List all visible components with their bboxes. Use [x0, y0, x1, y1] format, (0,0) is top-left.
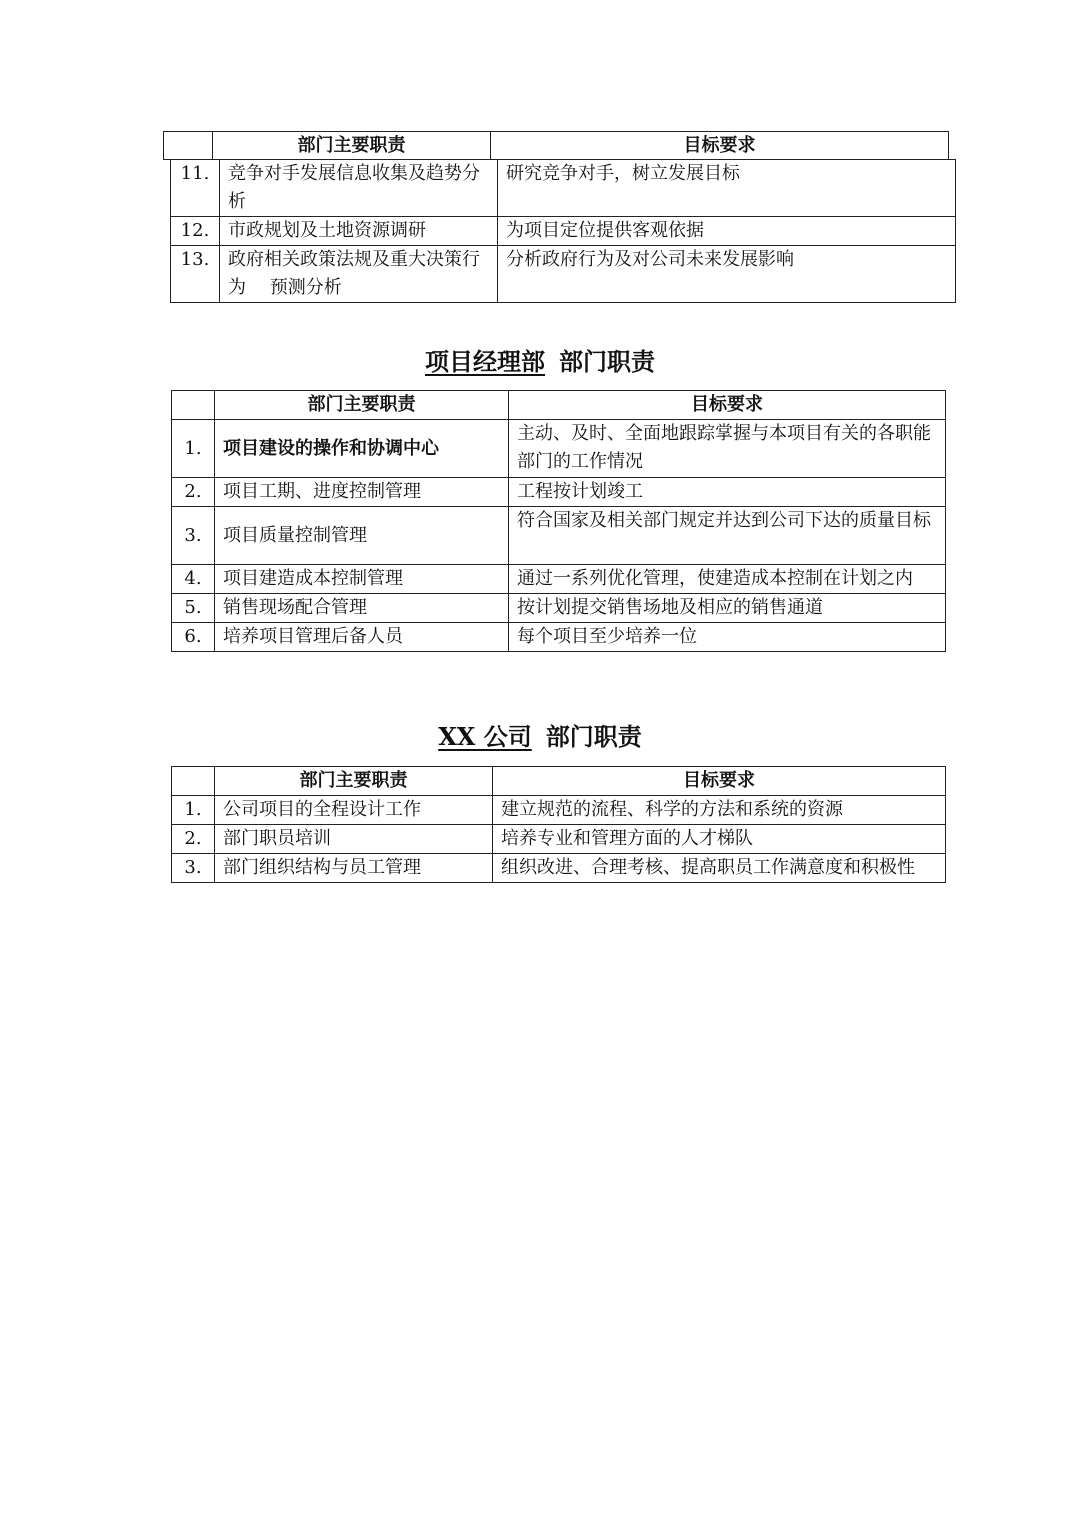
- table-row: [172, 420, 946, 478]
- table2-header-goal: 目标要求: [509, 391, 946, 420]
- row-number: 2.: [172, 825, 215, 854]
- table-row: [172, 623, 946, 652]
- table1-header-goal: 目标要求: [491, 132, 949, 160]
- row-duty: 竞争对手发展信息收集及趋势分析: [220, 160, 498, 217]
- row-goal: 符合国家及相关部门规定并达到公司下达的质量目标: [509, 507, 946, 565]
- table-header-row: [172, 391, 946, 420]
- row-number: 3.: [172, 507, 215, 565]
- row-duty: 项目建造成本控制管理: [215, 565, 509, 594]
- table-row: [172, 565, 946, 594]
- table-header-row: [172, 767, 946, 796]
- table1-header-block: [163, 131, 949, 160]
- row-goal: 建立规范的流程、科学的方法和系统的资源: [493, 796, 946, 825]
- section2-title-rest: 部门职责: [559, 347, 655, 376]
- row-duty: 培养项目管理后备人员: [215, 623, 509, 652]
- row-duty: 部门职员培训: [215, 825, 493, 854]
- row-goal: 通过一系列优化管理，使建造成本控制在计划之内: [509, 565, 946, 594]
- table1-body-block: [170, 159, 956, 303]
- row-number: 1.: [172, 420, 215, 478]
- row-goal: 每个项目至少培养一位: [509, 623, 946, 652]
- table3-header-goal: 目标要求: [493, 767, 946, 796]
- table-row: [172, 854, 946, 883]
- row-goal: 组织改进、合理考核、提高职员工作满意度和积极性: [493, 854, 946, 883]
- table3-header-duty: 部门主要职责: [215, 767, 493, 796]
- row-duty: 市政规划及土地资源调研: [220, 217, 498, 246]
- row-goal: 研究竞争对手，树立发展目标: [498, 160, 956, 217]
- row-number: 11.: [171, 160, 220, 217]
- row-duty: 项目质量控制管理: [215, 507, 509, 565]
- table2-block: [171, 390, 946, 652]
- row-duty: 销售现场配合管理: [215, 594, 509, 623]
- table2-header-duty: 部门主要职责: [215, 391, 509, 420]
- row-number: 12.: [171, 217, 220, 246]
- row-duty: 项目工期、进度控制管理: [215, 478, 509, 507]
- row-goal: 培养专业和管理方面的人才梯队: [493, 825, 946, 854]
- row-duty: 项目建设的操作和协调中心: [215, 420, 509, 478]
- row-duty: 政府相关政策法规及重大决策行为 预测分析: [220, 246, 498, 303]
- table-row: [172, 478, 946, 507]
- table3-header-num: [172, 767, 215, 796]
- row-number: 3.: [172, 854, 215, 883]
- row-number: 2.: [172, 478, 215, 507]
- table1-body: [170, 159, 956, 303]
- section2-title: [0, 345, 1080, 379]
- table2: [171, 390, 946, 652]
- row-goal: 为项目定位提供客观依据: [498, 217, 956, 246]
- row-number: 13.: [171, 246, 220, 303]
- row-goal: 工程按计划竣工: [509, 478, 946, 507]
- row-goal: 分析政府行为及对公司未来发展影响: [498, 246, 956, 303]
- table-row: [172, 594, 946, 623]
- row-goal: 按计划提交销售场地及相应的销售通道: [509, 594, 946, 623]
- table3: [171, 766, 946, 883]
- row-duty: 部门组织结构与员工管理: [215, 854, 493, 883]
- section3-title-rest: 部门职责: [545, 722, 642, 751]
- table1-header-duty: 部门主要职责: [213, 132, 491, 160]
- section3-title-underlined: XX 公司: [438, 722, 532, 751]
- row-number: 1.: [172, 796, 215, 825]
- section3-title: [0, 720, 1080, 754]
- row-number: 5.: [172, 594, 215, 623]
- table3-block: [171, 766, 946, 883]
- row-number: 6.: [172, 623, 215, 652]
- table-row: [171, 160, 956, 217]
- table-row: [171, 246, 956, 303]
- table-row: [172, 796, 946, 825]
- table1-header: [163, 131, 949, 160]
- row-duty: 公司项目的全程设计工作: [215, 796, 493, 825]
- section2-title-underlined: 项目经理部: [425, 347, 545, 376]
- row-goal: 主动、及时、全面地跟踪掌握与本项目有关的各职能部门的工作情况: [509, 420, 946, 478]
- table2-header-num: [172, 391, 215, 420]
- table-row: [171, 217, 956, 246]
- table1-header-num: [164, 132, 213, 160]
- table-row: [172, 507, 946, 565]
- row-number: 4.: [172, 565, 215, 594]
- table-row: [172, 825, 946, 854]
